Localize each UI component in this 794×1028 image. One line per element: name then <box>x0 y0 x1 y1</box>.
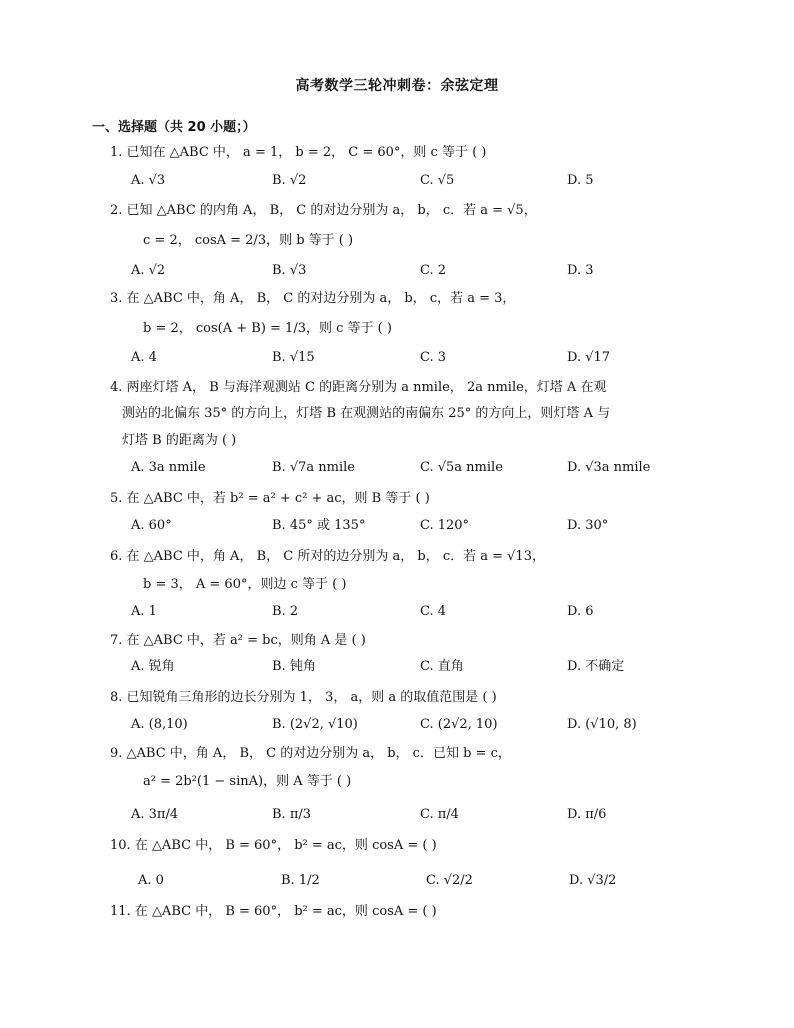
question-2-option-d: D. 3 <box>567 263 594 278</box>
question-10-option-a: A. 0 <box>138 873 164 888</box>
question-2-option-c: C. 2 <box>420 263 447 278</box>
question-3-option-a: A. 4 <box>131 350 157 365</box>
question-2-line-2: c = 2， cosA = 2/3，则 b 等于 ( ) <box>143 233 354 248</box>
question-1-option-a: A. √3 <box>131 173 166 188</box>
question-1-line-1: 1. 已知在 △ABC 中， a = 1， b = 2， C = 60°，则 c 等于 ( ) <box>110 145 487 160</box>
question-6-option-a: A. 1 <box>131 604 157 619</box>
question-3-line-2: b = 2， cos(A + B) = 1/3，则 c 等于 ( ) <box>143 321 392 336</box>
question-6-option-c: C. 4 <box>420 604 447 619</box>
question-4-option-d: D. √3a nmile <box>567 460 651 475</box>
question-1-option-b: B. √2 <box>272 173 307 188</box>
question-7-line-1: 7. 在 △ABC 中，若 a² = bc，则角 A 是 ( ) <box>110 633 366 648</box>
question-6-line-1: 6. 在 △ABC 中，角 A， B， C 所对的边分别为 a， b， c．若 a = √13， <box>110 549 545 564</box>
question-3-line-1: 3. 在 △ABC 中，角 A， B， C 的对边分别为 a， b， c，若 a = 3， <box>110 291 516 306</box>
question-7-option-c: C. 直角 <box>420 659 464 674</box>
question-5-option-d: D. 30° <box>567 518 609 533</box>
question-8-option-c: C. (2√2, 10) <box>420 717 498 732</box>
question-1-option-d: D. 5 <box>567 173 594 188</box>
section-heading: 一、选择题（共 20 小题；） <box>92 120 256 135</box>
question-4-line-1: 4. 两座灯塔 A， B 与海洋观测站 C 的距离分别为 a nmile， 2a nmile，灯塔 A 在观 <box>110 380 607 395</box>
question-9-option-b: B. π/3 <box>272 807 312 822</box>
question-2-line-1: 2. 已知 △ABC 的内角 A， B， C 的对边分别为 a， b， c．若 a = √5， <box>110 203 537 218</box>
question-10-option-d: D. √3/2 <box>569 873 617 888</box>
question-2-option-b: B. √3 <box>272 263 307 278</box>
question-9-option-d: D. π/6 <box>567 807 607 822</box>
question-8-option-d: D. (√10, 8) <box>567 717 637 732</box>
question-8-line-1: 8. 已知锐角三角形的边长分别为 1， 3， a，则 a 的取值范围是 ( ) <box>110 690 497 705</box>
question-10-option-b: B. 1/2 <box>281 873 320 888</box>
question-4-option-b: B. √7a nmile <box>272 460 355 475</box>
question-6-option-b: B. 2 <box>272 604 299 619</box>
question-9-line-2: a² = 2b²(1 − sinA)，则 A 等于 ( ) <box>143 774 352 789</box>
question-4-line-3: 灯塔 B 的距离为 ( ) <box>122 433 237 448</box>
question-5-line-1: 5. 在 △ABC 中，若 b² = a² + c² + ac，则 B 等于 ( ) <box>110 491 430 506</box>
question-11-line-1: 11. 在 △ABC 中， B = 60°， b² = ac，则 cosA = ( ) <box>110 904 437 919</box>
question-4-option-c: C. √5a nmile <box>420 460 503 475</box>
question-9-option-a: A. 3π/4 <box>131 807 179 822</box>
question-4-line-2: 测站的北偏东 35° 的方向上，灯塔 B 在观测站的南偏东 25° 的方向上，则灯塔 A 与 <box>122 406 611 421</box>
question-10-option-c: C. √2/2 <box>426 873 473 888</box>
question-9-line-1: 9. △ABC 中，角 A， B， C 的对边分别为 a， b， c．已知 b = c， <box>110 746 511 761</box>
question-9-option-c: C. π/4 <box>420 807 459 822</box>
question-10-line-1: 10. 在 △ABC 中， B = 60°， b² = ac，则 cosA = ( ) <box>110 838 437 853</box>
question-6-option-d: D. 6 <box>567 604 594 619</box>
question-3-option-b: B. √15 <box>272 350 315 365</box>
question-7-option-b: B. 钝角 <box>272 659 316 674</box>
question-5-option-a: A. 60° <box>131 518 172 533</box>
question-3-option-d: D. √17 <box>567 350 611 365</box>
question-8-option-b: B. (2√2, √10) <box>272 717 358 732</box>
question-8-option-a: A. (8,10) <box>131 717 188 732</box>
question-7-option-d: D. 不确定 <box>567 659 625 674</box>
page-title: 高考数学三轮冲刺卷：余弦定理 <box>295 78 499 94</box>
question-5-option-b: B. 45° 或 135° <box>272 518 366 533</box>
question-3-option-c: C. 3 <box>420 350 447 365</box>
question-7-option-a: A. 锐角 <box>131 659 175 674</box>
question-5-option-c: C. 120° <box>420 518 470 533</box>
question-2-option-a: A. √2 <box>131 263 166 278</box>
question-1-option-c: C. √5 <box>420 173 455 188</box>
question-4-option-a: A. 3a nmile <box>131 460 206 475</box>
question-6-line-2: b = 3， A = 60°，则边 c 等于 ( ) <box>143 577 347 592</box>
